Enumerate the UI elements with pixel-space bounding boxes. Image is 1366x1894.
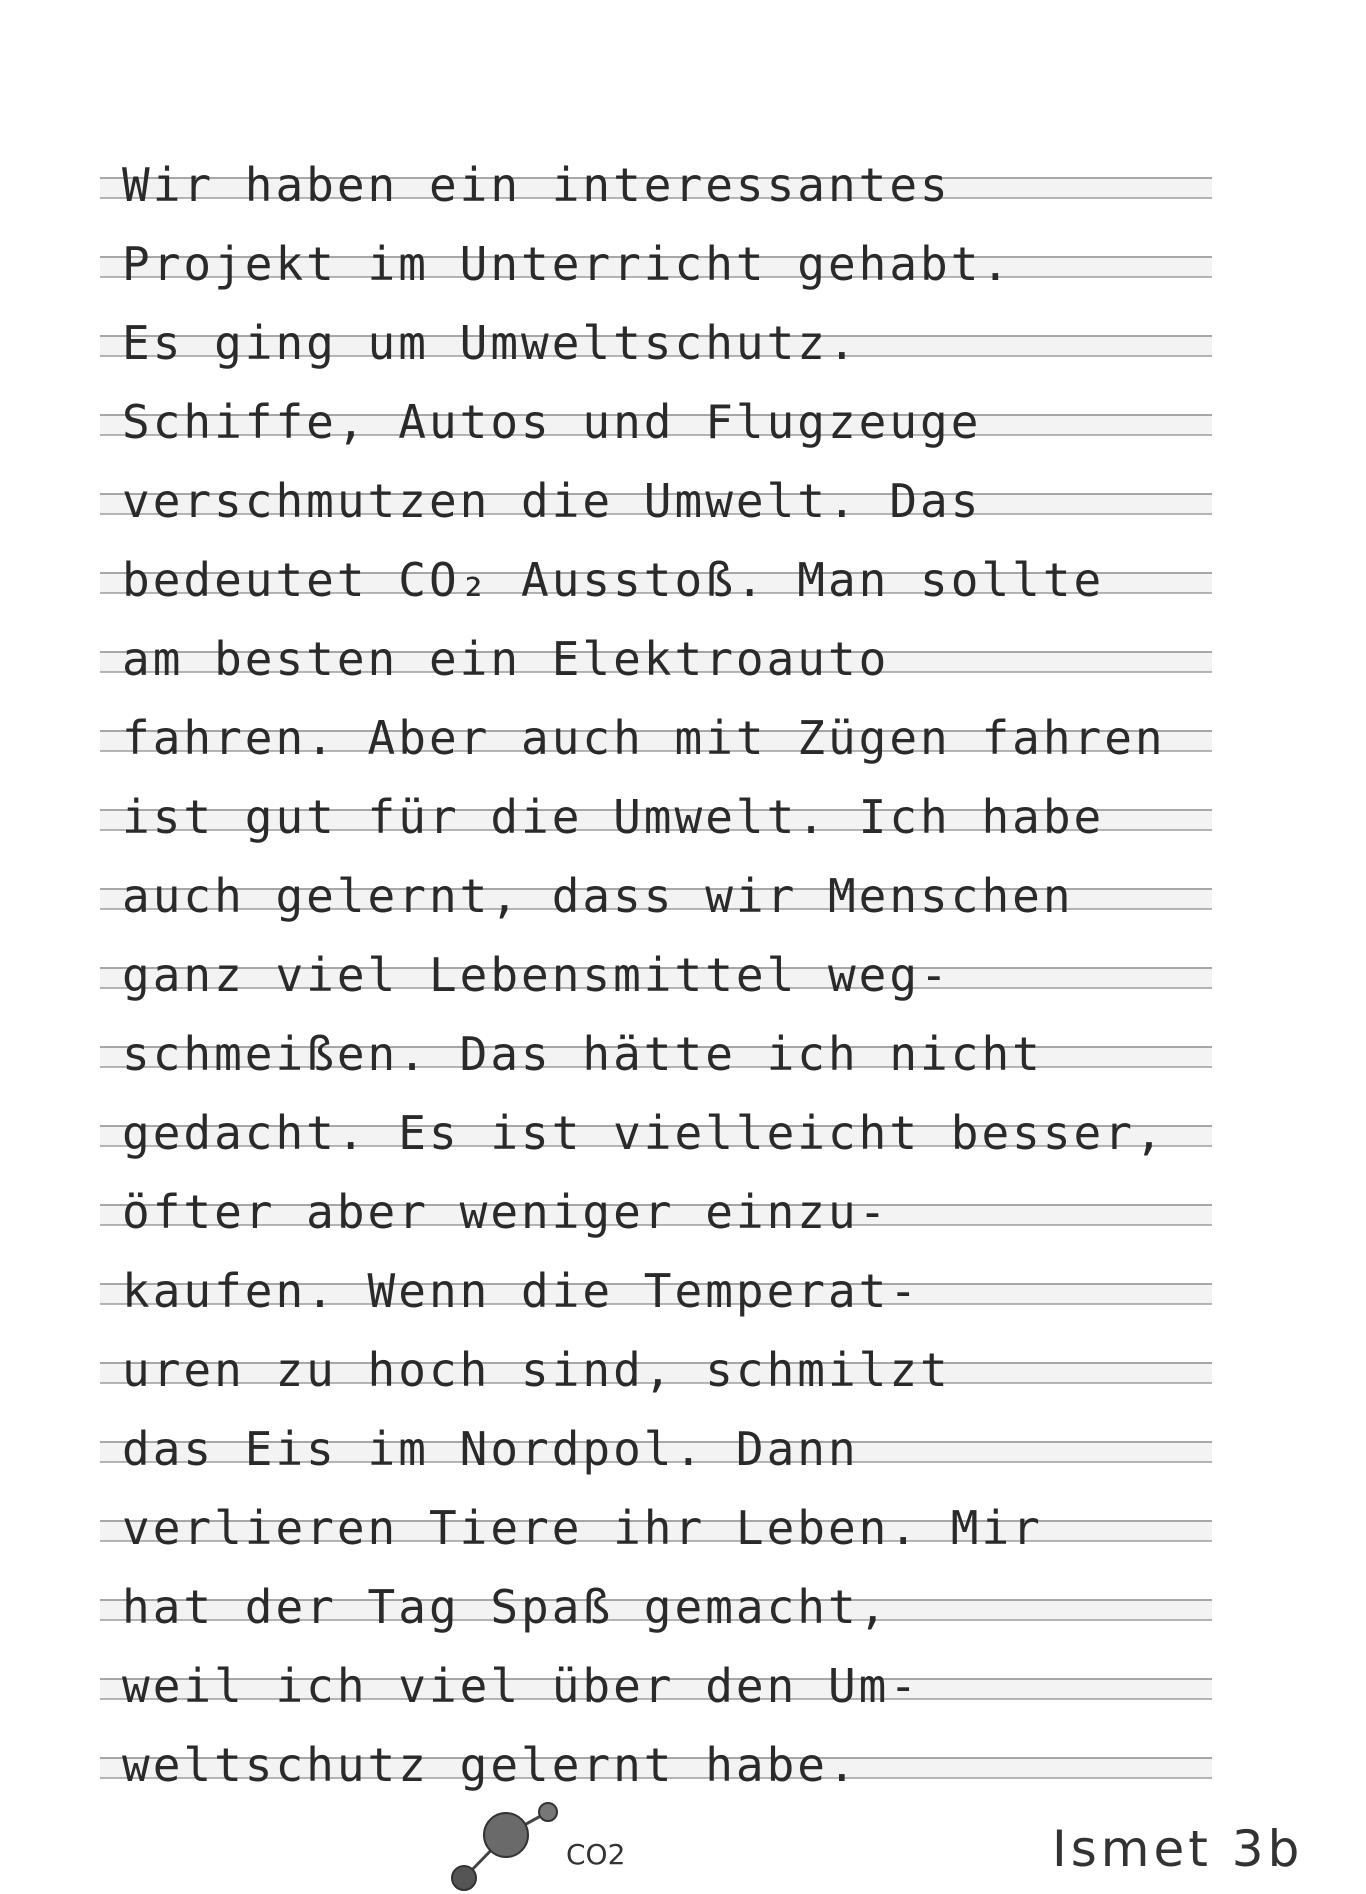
text-line-16: uren zu hoch sind, schmilzt [122,1343,951,1397]
text-line-12: schmeißen. Das hätte ich nicht [122,1027,1043,1081]
text-line-10: auch gelernt, dass wir Menschen [122,869,1074,923]
text-line-18: verlieren Tiere ihr Leben. Mir [122,1501,1043,1555]
co2-molecule-drawing [444,1790,574,1894]
text-line-19: hat der Tag Spaß gemacht, [122,1580,890,1634]
text-line-21: weltschutz gelernt habe. [122,1738,859,1792]
text-line-6: bedeutet CO₂ Ausstoß. Man sollte [122,553,1105,607]
text-line-2: Projekt im Unterricht gehabt. [122,237,1013,291]
text-line-17: das Eis im Nordpol. Dann [122,1422,859,1476]
text-line-3: Es ging um Umweltschutz. [122,316,859,370]
co2-drawing-label: CO2 [566,1838,626,1871]
text-line-20: weil ich viel über den Um- [122,1659,921,1713]
text-line-15: kaufen. Wenn die Temperat- [122,1264,921,1318]
text-line-7: am besten ein Elektroauto [122,632,890,686]
text-line-4: Schiffe, Autos und Flugzeuge [122,395,982,449]
text-line-13: gedacht. Es ist vielleicht besser, [122,1106,1166,1160]
text-line-5: verschmutzen die Umwelt. Das [122,474,982,528]
author-signature: Ismet 3b [1052,1820,1304,1878]
text-line-9: ist gut für die Umwelt. Ich habe [122,790,1105,844]
text-line-14: öfter aber weniger einzu- [122,1185,890,1239]
text-line-1: Wir haben ein interessantes [122,158,951,212]
text-line-11: ganz viel Lebensmittel weg- [122,948,951,1002]
text-line-8: fahren. Aber auch mit Zügen fahren [122,711,1166,765]
